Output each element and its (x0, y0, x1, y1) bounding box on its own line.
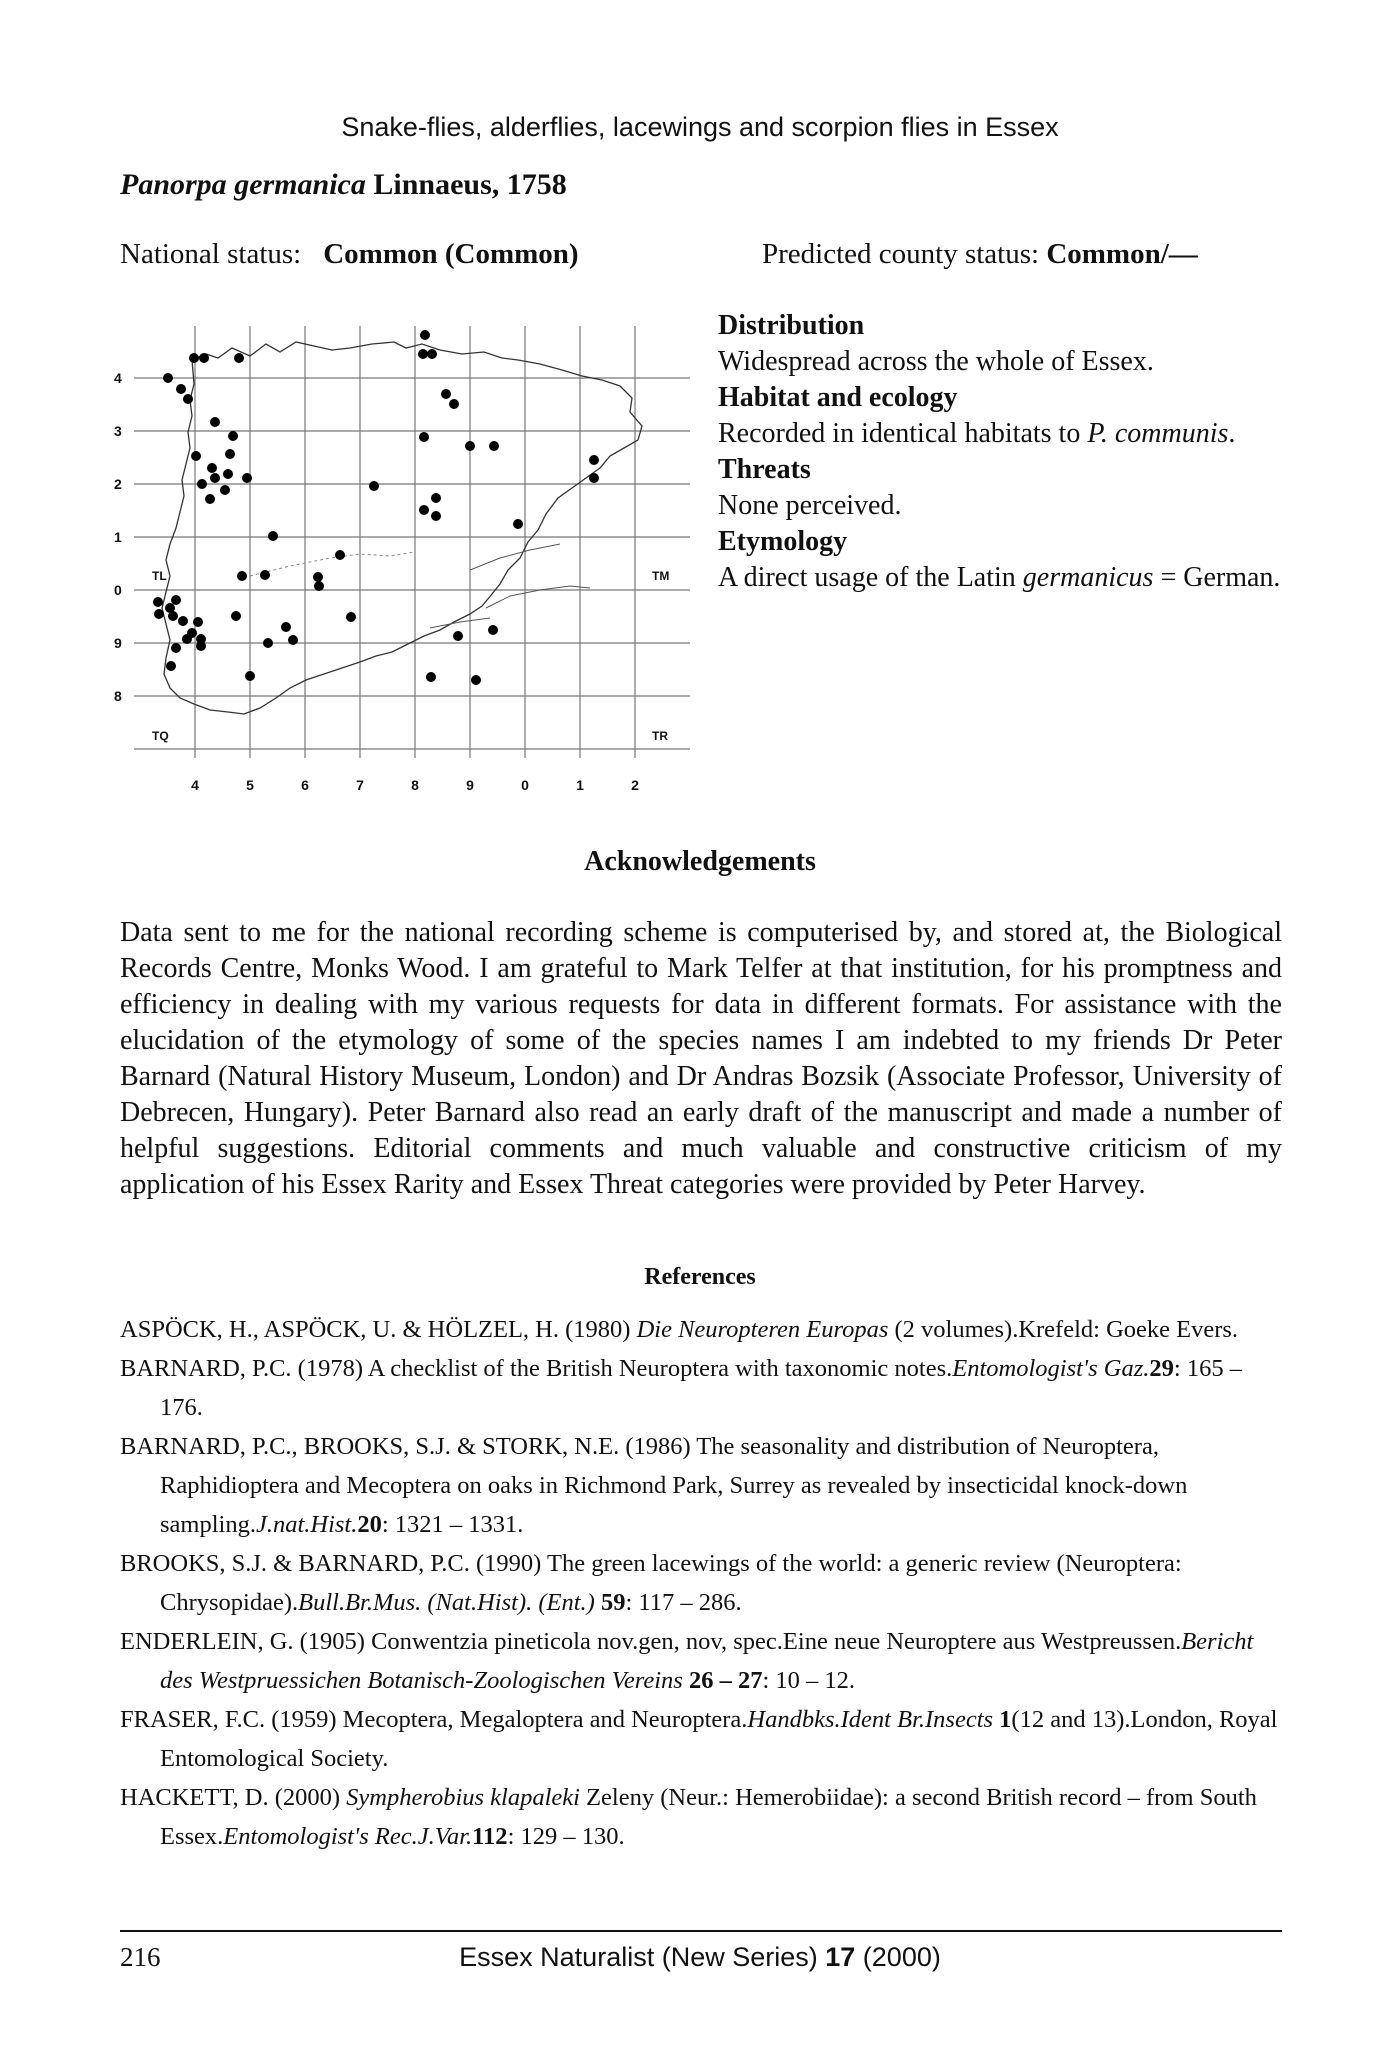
record-dot (513, 519, 523, 529)
record-dot (589, 473, 599, 483)
record-dot (449, 399, 459, 409)
distribution-heading: Distribution (718, 310, 865, 341)
square-label-tl: TL (152, 569, 167, 583)
record-dot (369, 481, 379, 491)
record-dot (168, 611, 178, 621)
journal-name: Essex Naturalist (New Series) (459, 1942, 826, 1972)
page-number: 216 (120, 1942, 161, 1972)
habitat-text-end: . (1228, 418, 1236, 449)
running-head: Snake-flies, alderflies, lacewings and scorpion flies in Essex (341, 112, 1059, 142)
acknowledgements-text: Data sent to me for the national recording scheme is computerised by, and stored at, the Biological Records Centre, Monks Wood. I am grateful to Mark Telfer at that institution, for his promptness and efficiency in dealing with my various requests for data in different formats. For assistance with the elucidation of the etymology of some of the species names I am indebted to my friends Dr Peter Barnard (Natural History Museum, London) and Dr Andras Bozsik (Associate Professor, University of Debrecen, Hungary). Peter Barnard also read an early draft of the manuscript and made a number of helpful suggestions. Editorial comments and much valuable and constructive criticism of my application of his Essex Rarity and Essex Threat categories were provided by Peter Harvey. (120, 917, 1282, 1200)
reference-pages: : 1321 – 1331. (381, 1511, 524, 1538)
reference-title: Die Neuropteren Europas (636, 1316, 889, 1343)
reference-text: ENDERLEIN, G. (1905) Conwentzia pineticola nov.gen, nov, spec.Eine neue Neuroptere aus Westpreussen. (120, 1628, 1182, 1655)
record-dot (228, 431, 238, 441)
species-authority: Linnaeus, 1758 (373, 168, 567, 201)
reference-journal: Bull.Br.Mus. (Nat.Hist). (Ent.) (298, 1589, 595, 1616)
species-genus: Panorpa (120, 168, 227, 201)
record-dot (223, 469, 233, 479)
map-grid (134, 326, 690, 758)
record-dot (419, 505, 429, 515)
reference-item (120, 1778, 1285, 1856)
record-dot (225, 449, 235, 459)
habitat-heading: Habitat and ecology (718, 382, 958, 413)
national-status-label: National status: (120, 238, 302, 270)
record-dot (418, 349, 428, 359)
map-x-label: 1 (576, 777, 584, 793)
record-dot (426, 672, 436, 682)
record-dot (191, 451, 201, 461)
threats-text: None perceived. (718, 490, 902, 521)
etymology-text-end: = German. (1153, 562, 1281, 593)
national-status-value: Common (Common) (323, 238, 579, 270)
map-x-label: 4 (191, 777, 199, 793)
reference-text: BROOKS, S.J. & BARNARD, P.C. (1990) The green lacewings of the world: a generic review (Neuroptera: Chrysopidae). (120, 1550, 1182, 1616)
record-dot (471, 675, 481, 685)
map-x-labels (191, 777, 639, 793)
record-dot (182, 634, 192, 644)
record-dot (166, 661, 176, 671)
record-dot (419, 432, 429, 442)
map-y-label: 3 (114, 423, 122, 439)
estuary-line (430, 544, 590, 628)
record-dot (207, 463, 217, 473)
record-dot (488, 625, 498, 635)
map-y-label: 9 (114, 635, 122, 651)
record-dot (176, 384, 186, 394)
record-dot (346, 612, 356, 622)
map-x-label: 9 (466, 777, 474, 793)
square-label-tr: TR (652, 729, 668, 743)
reference-item (120, 1427, 1285, 1544)
map-x-label: 2 (631, 777, 639, 793)
record-dot (183, 394, 193, 404)
reference-item (120, 1622, 1285, 1700)
references-heading: References (644, 1264, 756, 1290)
record-dot (313, 572, 323, 582)
record-dot (205, 494, 215, 504)
reference-item (120, 1700, 1285, 1778)
distribution-text: Widespread across the whole of Essex. (718, 346, 1154, 377)
map-y-label: 1 (114, 529, 122, 545)
square-label-tq: TQ (152, 729, 169, 743)
record-dot (441, 389, 451, 399)
map-y-label: 0 (114, 582, 122, 598)
journal-year: (2000) (855, 1942, 941, 1972)
record-dot (281, 622, 291, 632)
species-epithet: germanica (234, 168, 366, 201)
reference-journal: Bericht des Westpruessichen Botanisch-Zoologischen Vereins (160, 1628, 1254, 1694)
reference-text: BARNARD, P.C. (1978) A checklist of the British Neuroptera with taxonomic notes. (120, 1355, 953, 1382)
record-dot (489, 441, 499, 451)
reference-text: HACKETT, D. (2000) (120, 1784, 347, 1811)
record-dot (153, 597, 163, 607)
record-dot (197, 479, 207, 489)
record-dot (231, 611, 241, 621)
map-y-labels (114, 370, 122, 704)
record-dot (171, 595, 181, 605)
record-dot (263, 638, 273, 648)
reference-item (120, 1310, 1285, 1349)
record-dot (589, 455, 599, 465)
record-dot (465, 441, 475, 451)
record-dot (427, 349, 437, 359)
map-x-label: 8 (411, 777, 419, 793)
reference-journal: Entomologist's Rec.J.Var. (223, 1823, 473, 1850)
reference-pages: (12 and 13).London, Royal Entomological Society. (160, 1706, 1278, 1772)
reference-journal: Entomologist's Gaz. (952, 1355, 1150, 1382)
journal-volume: 17 (825, 1942, 856, 1972)
reference-pages: : 10 – 12. (762, 1667, 856, 1694)
record-dot (154, 609, 164, 619)
reference-journal: J.nat.Hist. (255, 1511, 358, 1538)
reference-item (120, 1544, 1285, 1622)
record-dot (431, 493, 441, 503)
county-status-label: Predicted county status: (762, 238, 1040, 270)
record-dot (220, 485, 230, 495)
map-x-label: 6 (301, 777, 309, 793)
map-y-label: 2 (114, 476, 122, 492)
record-dot (189, 353, 199, 363)
habitat-text-start: Recorded in identical habitats to (718, 418, 1088, 449)
reference-pages: : 117 – 286. (625, 1589, 742, 1616)
square-label-tm: TM (652, 569, 670, 583)
etymology-text-start: A direct usage of the Latin (718, 562, 1023, 593)
record-dot (178, 616, 188, 626)
journal-footer (0, 1942, 1400, 1973)
reference-pages: : 165 – 176. (160, 1355, 1242, 1421)
distribution-map (110, 318, 700, 798)
map-x-label: 7 (356, 777, 364, 793)
record-dot (314, 581, 324, 591)
record-dot (268, 531, 278, 541)
threats-heading: Threats (718, 454, 811, 485)
record-dot (199, 353, 209, 363)
reference-text-mid: Zeleny (Neur.: Hemerobiidae): a second British record – from South Essex. (160, 1784, 1257, 1850)
record-dot (245, 671, 255, 681)
habitat-species: P. communis (1087, 418, 1229, 449)
species-notes (718, 308, 1338, 596)
etymology-word: germanicus (1022, 562, 1154, 593)
county-outline (162, 342, 642, 714)
record-dot (335, 550, 345, 560)
species-title (120, 168, 567, 202)
county-status (762, 238, 1198, 271)
reference-text: BARNARD, P.C., BROOKS, S.J. & STORK, N.E. (1986) The seasonality and distribution of Neuroptera, Raphidioptera and Mecoptera on oaks in Richmond Park, Surrey as revealed by insecticidal knock-down sampling. (120, 1433, 1188, 1538)
record-dot (420, 330, 430, 340)
map-x-label: 0 (521, 777, 529, 793)
reference-item (120, 1349, 1285, 1427)
border-dotted-line (250, 552, 415, 576)
reference-species: Sympherobius klapaleki (346, 1784, 580, 1811)
map-x-label: 5 (246, 777, 254, 793)
reference-volume: 112 (472, 1823, 508, 1850)
map-square-labels (152, 569, 669, 743)
national-status (120, 238, 579, 271)
etymology-text (718, 560, 1338, 596)
record-dot (260, 570, 270, 580)
reference-volume: 20 (357, 1511, 382, 1538)
reference-pages: : 129 – 130. (507, 1823, 625, 1850)
footer-rule (120, 1930, 1282, 1932)
etymology-heading: Etymology (718, 526, 848, 557)
reference-list (120, 1310, 1285, 1856)
map-y-label: 4 (114, 370, 122, 386)
reference-text: FRASER, F.C. (1959) Mecoptera, Megaloptera and Neuroptera. (120, 1706, 748, 1733)
reference-volume: 59 (594, 1589, 626, 1616)
reference-text: ASPÖCK, H., ASPÖCK, U. & HÖLZEL, H. (1980) (120, 1316, 637, 1343)
record-dot (210, 473, 220, 483)
reference-pages: (2 volumes).Krefeld: Goeke Evers. (888, 1316, 1239, 1343)
record-dot (237, 571, 247, 581)
acknowledgements-heading: Acknowledgements (584, 846, 816, 877)
record-dot (234, 353, 244, 363)
reference-volume: 1 (993, 1706, 1012, 1733)
county-status-value: Common/— (1046, 238, 1198, 270)
habitat-text (718, 416, 1338, 452)
record-dot (242, 473, 252, 483)
record-dot (171, 643, 181, 653)
reference-volume: 29 (1149, 1355, 1174, 1382)
record-dot (453, 631, 463, 641)
record-dot (288, 635, 298, 645)
record-dot (196, 641, 206, 651)
reference-journal: Handbks.Ident Br.Insects (747, 1706, 994, 1733)
map-records (153, 330, 599, 685)
record-dot (193, 617, 203, 627)
reference-volume: 26 – 27 (682, 1667, 763, 1694)
record-dot (431, 511, 441, 521)
map-y-label: 8 (114, 688, 122, 704)
record-dot (210, 417, 220, 427)
record-dot (163, 373, 173, 383)
